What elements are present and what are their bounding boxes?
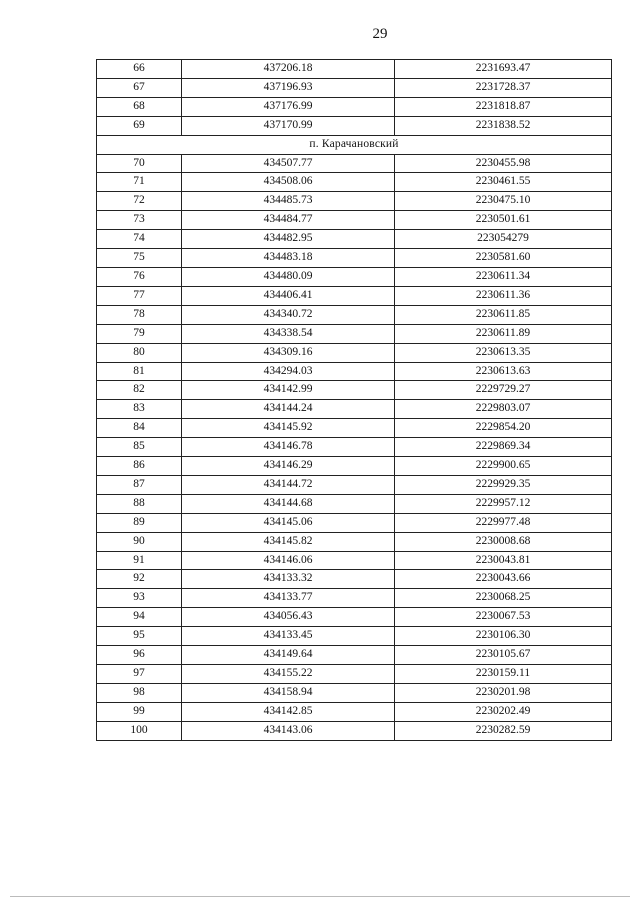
x-coordinate-cell: 434482.95 [182, 230, 395, 249]
table-row [97, 343, 612, 362]
x-coordinate-cell: 434056.43 [182, 608, 395, 627]
x-coordinate-cell: 434508.06 [182, 173, 395, 192]
page-number: 29 [372, 26, 388, 42]
point-number-cell: 75 [97, 249, 182, 268]
table-row [97, 457, 612, 476]
point-number-cell: 86 [97, 457, 182, 476]
x-coordinate-cell: 434142.85 [182, 702, 395, 721]
x-coordinate-cell: 434146.29 [182, 457, 395, 476]
x-coordinate-cell: 434144.72 [182, 475, 395, 494]
point-number-cell: 85 [97, 438, 182, 457]
x-coordinate-cell: 434142.99 [182, 381, 395, 400]
x-coordinate-cell: 434155.22 [182, 665, 395, 684]
coordinates-table [96, 59, 612, 741]
point-number-cell: 72 [97, 192, 182, 211]
point-number-cell: 82 [97, 381, 182, 400]
coordinates-table-body [97, 60, 612, 741]
point-number-cell: 70 [97, 154, 182, 173]
point-number-cell: 68 [97, 97, 182, 116]
table-row [97, 192, 612, 211]
y-coordinate-cell: 2229803.07 [395, 400, 612, 419]
x-coordinate-cell: 434158.94 [182, 683, 395, 702]
section-row [97, 135, 612, 154]
point-number-cell: 100 [97, 721, 182, 740]
point-number-cell: 77 [97, 286, 182, 305]
point-number-cell: 73 [97, 211, 182, 230]
x-coordinate-cell: 434133.32 [182, 570, 395, 589]
point-number-cell: 74 [97, 230, 182, 249]
point-number-cell: 76 [97, 267, 182, 286]
y-coordinate-cell: 2229977.48 [395, 513, 612, 532]
y-coordinate-cell: 2230461.55 [395, 173, 612, 192]
y-coordinate-cell: 2230201.98 [395, 683, 612, 702]
point-number-cell: 96 [97, 646, 182, 665]
y-coordinate-cell: 2230475.10 [395, 192, 612, 211]
table-row [97, 267, 612, 286]
table-row [97, 60, 612, 79]
table-row [97, 608, 612, 627]
y-coordinate-cell: 2231728.37 [395, 78, 612, 97]
table-row [97, 551, 612, 570]
y-coordinate-cell: 2231693.47 [395, 60, 612, 79]
table-row [97, 627, 612, 646]
y-coordinate-cell: 2229869.34 [395, 438, 612, 457]
table-row [97, 646, 612, 665]
x-coordinate-cell: 437176.99 [182, 97, 395, 116]
point-number-cell: 71 [97, 173, 182, 192]
point-number-cell: 90 [97, 532, 182, 551]
y-coordinate-cell: 2230008.68 [395, 532, 612, 551]
point-number-cell: 98 [97, 683, 182, 702]
y-coordinate-cell: 2230455.98 [395, 154, 612, 173]
table-row [97, 286, 612, 305]
point-number-cell: 66 [97, 60, 182, 79]
table-row [97, 721, 612, 740]
y-coordinate-cell: 2230611.34 [395, 267, 612, 286]
point-number-cell: 89 [97, 513, 182, 532]
y-coordinate-cell: 2230106.30 [395, 627, 612, 646]
table-row [97, 324, 612, 343]
table-row [97, 532, 612, 551]
y-coordinate-cell: 2231838.52 [395, 116, 612, 135]
point-number-cell: 99 [97, 702, 182, 721]
x-coordinate-cell: 434143.06 [182, 721, 395, 740]
x-coordinate-cell: 434133.77 [182, 589, 395, 608]
x-coordinate-cell: 434146.06 [182, 551, 395, 570]
scan-edge-divider [10, 896, 630, 897]
y-coordinate-cell: 2230043.66 [395, 570, 612, 589]
x-coordinate-cell: 434145.82 [182, 532, 395, 551]
point-number-cell: 93 [97, 589, 182, 608]
table-row [97, 665, 612, 684]
y-coordinate-cell: 2230611.36 [395, 286, 612, 305]
y-coordinate-cell: 2229900.65 [395, 457, 612, 476]
y-coordinate-cell: 2230613.63 [395, 362, 612, 381]
y-coordinate-cell: 2229729.27 [395, 381, 612, 400]
table-row [97, 154, 612, 173]
x-coordinate-cell: 434133.45 [182, 627, 395, 646]
y-coordinate-cell: 223054279 [395, 230, 612, 249]
table-row [97, 116, 612, 135]
x-coordinate-cell: 434480.09 [182, 267, 395, 286]
x-coordinate-cell: 434294.03 [182, 362, 395, 381]
point-number-cell: 87 [97, 475, 182, 494]
x-coordinate-cell: 437170.99 [182, 116, 395, 135]
point-number-cell: 69 [97, 116, 182, 135]
table-row [97, 97, 612, 116]
y-coordinate-cell: 2230067.53 [395, 608, 612, 627]
table-row [97, 475, 612, 494]
y-coordinate-cell: 2229854.20 [395, 419, 612, 438]
table-row [97, 211, 612, 230]
point-number-cell: 91 [97, 551, 182, 570]
point-number-cell: 97 [97, 665, 182, 684]
point-number-cell: 79 [97, 324, 182, 343]
point-number-cell: 83 [97, 400, 182, 419]
table-row [97, 702, 612, 721]
table-row [97, 570, 612, 589]
y-coordinate-cell: 2230159.11 [395, 665, 612, 684]
table-row [97, 249, 612, 268]
point-number-cell: 78 [97, 305, 182, 324]
point-number-cell: 94 [97, 608, 182, 627]
table-row [97, 400, 612, 419]
point-number-cell: 95 [97, 627, 182, 646]
x-coordinate-cell: 434484.77 [182, 211, 395, 230]
table-row [97, 589, 612, 608]
x-coordinate-cell: 434149.64 [182, 646, 395, 665]
table-row [97, 513, 612, 532]
y-coordinate-cell: 2230611.89 [395, 324, 612, 343]
y-coordinate-cell: 2230202.49 [395, 702, 612, 721]
x-coordinate-cell: 434309.16 [182, 343, 395, 362]
y-coordinate-cell: 2230043.81 [395, 551, 612, 570]
y-coordinate-cell: 2229929.35 [395, 475, 612, 494]
table-row [97, 438, 612, 457]
point-number-cell: 67 [97, 78, 182, 97]
x-coordinate-cell: 434338.54 [182, 324, 395, 343]
y-coordinate-cell: 2229957.12 [395, 494, 612, 513]
x-coordinate-cell: 434485.73 [182, 192, 395, 211]
y-coordinate-cell: 2230282.59 [395, 721, 612, 740]
table-row [97, 362, 612, 381]
point-number-cell: 80 [97, 343, 182, 362]
x-coordinate-cell: 434340.72 [182, 305, 395, 324]
x-coordinate-cell: 434144.68 [182, 494, 395, 513]
table-row [97, 419, 612, 438]
table-row [97, 305, 612, 324]
table-row [97, 683, 612, 702]
point-number-cell: 88 [97, 494, 182, 513]
point-number-cell: 92 [97, 570, 182, 589]
y-coordinate-cell: 2231818.87 [395, 97, 612, 116]
table-row [97, 230, 612, 249]
section-title: п. Карачановский [97, 135, 612, 154]
x-coordinate-cell: 437206.18 [182, 60, 395, 79]
point-number-cell: 84 [97, 419, 182, 438]
table-row [97, 381, 612, 400]
y-coordinate-cell: 2230501.61 [395, 211, 612, 230]
point-number-cell: 81 [97, 362, 182, 381]
y-coordinate-cell: 2230068.25 [395, 589, 612, 608]
y-coordinate-cell: 2230611.85 [395, 305, 612, 324]
x-coordinate-cell: 434146.78 [182, 438, 395, 457]
table-row [97, 173, 612, 192]
y-coordinate-cell: 2230105.67 [395, 646, 612, 665]
y-coordinate-cell: 2230581.60 [395, 249, 612, 268]
x-coordinate-cell: 434144.24 [182, 400, 395, 419]
x-coordinate-cell: 434483.18 [182, 249, 395, 268]
x-coordinate-cell: 434507.77 [182, 154, 395, 173]
table-row [97, 494, 612, 513]
x-coordinate-cell: 434145.92 [182, 419, 395, 438]
table-row [97, 78, 612, 97]
y-coordinate-cell: 2230613.35 [395, 343, 612, 362]
x-coordinate-cell: 434145.06 [182, 513, 395, 532]
x-coordinate-cell: 437196.93 [182, 78, 395, 97]
x-coordinate-cell: 434406.41 [182, 286, 395, 305]
